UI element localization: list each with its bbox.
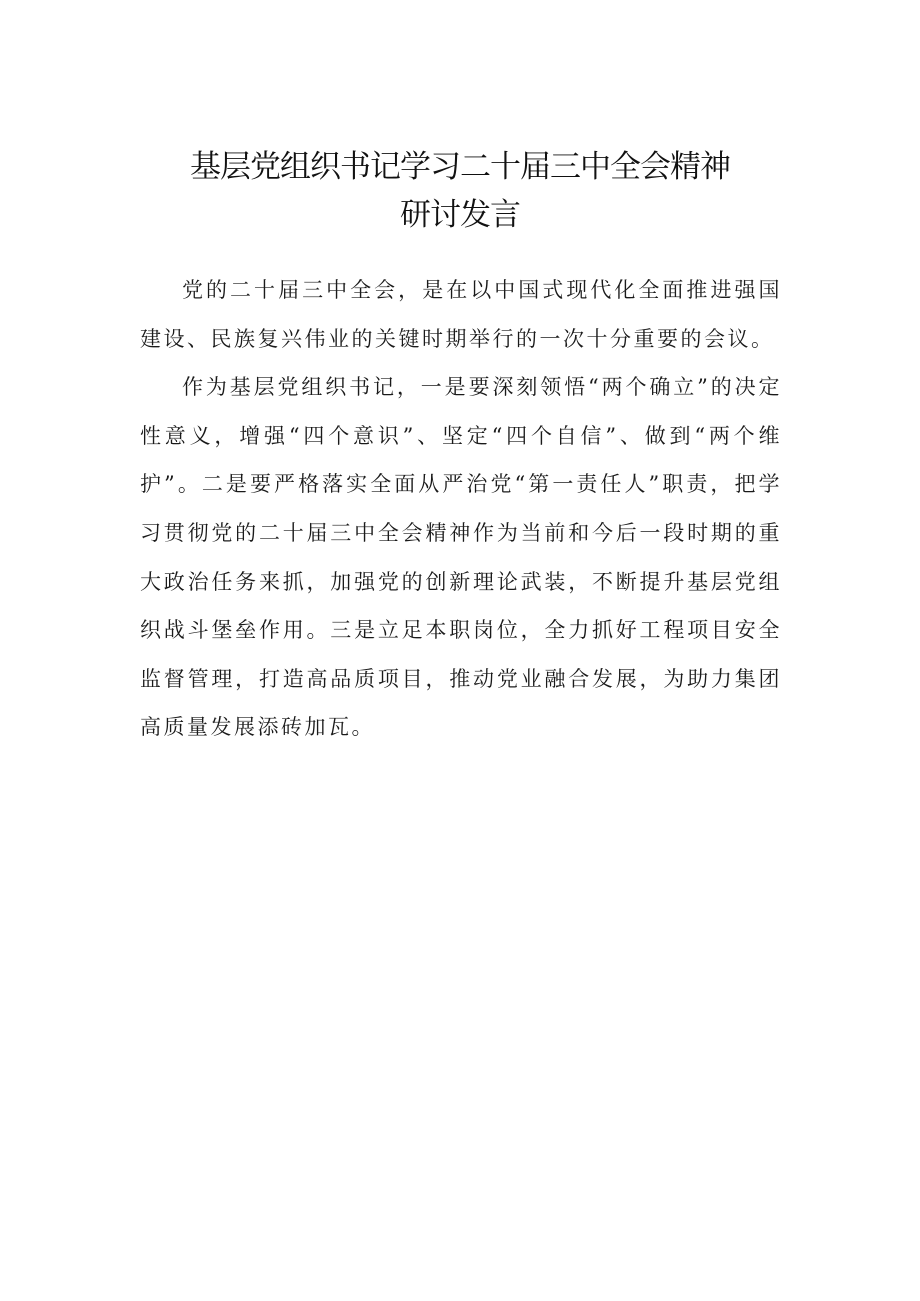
title-line-2: 研讨发言 (400, 197, 520, 233)
document-body (140, 266, 782, 752)
paragraph-1: 党的二十届三中全会，是在以中国式现代化全面推进强国建设、民族复兴伟业的关键时期举行的一次十分重要的会议。 (140, 278, 782, 351)
paragraph-2: 作为基层党组织书记，一是要深刻领悟“两个确立”的决定性意义，增强“四个意识”、坚定“四个自信”、做到“两个维护”。二是要严格落实全面从严治党“第一责任人”职责，把学习贯彻党的二十届三中全会精神作为当前和今后一段时期的重大政治任务来抓，加强党的创新理论武装，不断提升基层党组织战斗堡垒作用。三是立足本职岗位，全力抓好工程项目安全监督管理，打造高品质项目，推动党业融合发展，为助力集团高质量发展添砖加瓦。 (140, 375, 782, 740)
title-line-1: 基层党组织书记学习二十届三中全会精神 (190, 149, 730, 185)
document-title (0, 143, 920, 239)
